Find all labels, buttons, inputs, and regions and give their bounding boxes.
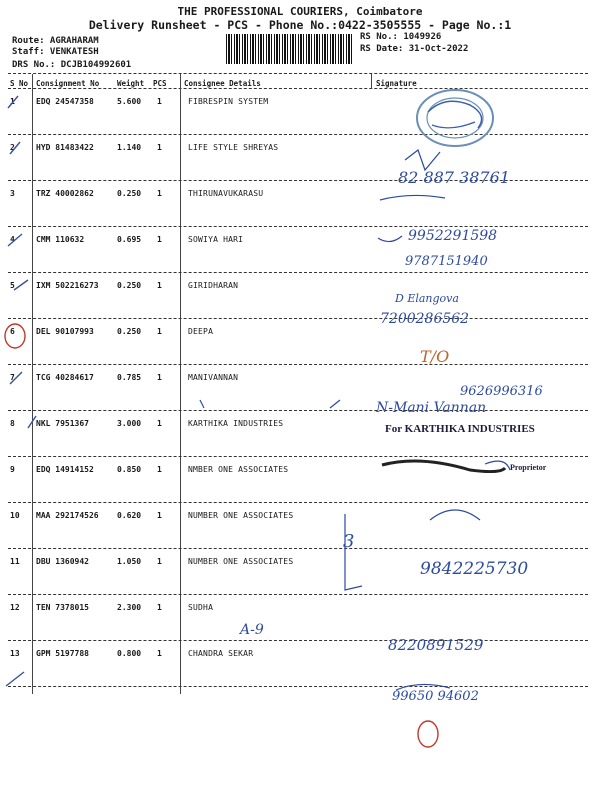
row-pcs: 1 [157,373,162,382]
row-pcs: 1 [157,511,162,520]
row-consignee: SOWIYA HARI [188,235,244,244]
col-consignee-details: Consignee Details [184,79,261,88]
row-consignment-no: EDQ 24547358 [36,97,94,106]
row-sno: 3 [10,189,15,198]
row-weight: 5.600 [117,97,142,106]
phone-row5: 7200286562 [380,311,470,327]
phone-row3: 9952291598 [408,228,498,244]
row-sno: 2 [10,143,15,152]
row-consignee: NUMBER ONE ASSOCIATES [188,557,294,566]
row-consignment-no: DEL 90107993 [36,327,94,336]
row-sno: 6 [10,327,15,336]
rs-number: RS No.: 1049926 [360,32,442,42]
row-pcs: 1 [157,143,162,152]
row-consignment-no: IXM 502216273 [36,281,99,290]
col-sno: S No [10,79,29,88]
row-consignee: LIFE STYLE SHREYAS [188,143,279,152]
row-pcs: 1 [157,235,162,244]
row-weight: 0.250 [117,281,142,290]
row-consignee: MANIVANNAN [188,373,239,382]
row-sno: 7 [10,373,15,382]
phone-row7: 9626996316 [460,384,543,399]
rs-date: RS Date: 31-Oct-2022 [360,44,469,54]
row-weight: 0.695 [117,235,142,244]
proprietor-stamp: Proprietor [510,463,547,472]
col-pcs: PCS [153,79,167,88]
row-weight: 2.300 [117,603,142,612]
row-consignee: GIRIDHARAN [188,281,239,290]
bracket-note: 3 [343,531,355,552]
row-consignment-no: CMM 110632 [36,235,85,244]
row-sno: 12 [10,603,20,612]
company-title: THE PROFESSIONAL COURIERS, Coimbatore [177,5,423,18]
row-sno: 5 [10,281,15,290]
row-pcs: 1 [157,97,162,106]
row-weight: 1.050 [117,557,142,566]
col-signature: Signature [376,79,417,88]
row-weight: 0.800 [117,649,142,658]
row-consignee: CHANDRA SEKAR [188,649,254,658]
runsheet-subtitle: Delivery Runsheet - PCS - Phone No.:0422-3505555 - Page No.:1 [88,18,512,32]
col-consignment: Consignment No [36,79,100,88]
signature-row12: A-9 [240,622,264,638]
row-weight: 0.250 [117,189,142,198]
row-weight: 0.620 [117,511,142,520]
row-pcs: 1 [157,557,162,566]
row-weight: 0.250 [117,327,142,336]
phone-row13: 99650 94602 [392,689,479,704]
row-consignee: NMBER ONE ASSOCIATES [188,465,289,474]
drs-number: DRS No.: DCJB104992601 [12,60,132,70]
col-weight: Weight [117,79,145,88]
row-weight: 1.140 [117,143,142,152]
row-consignment-no: DBU 1360942 [36,557,89,566]
row-pcs: 1 [157,189,162,198]
row-consignment-no: EDQ 14914152 [36,465,94,474]
row-pcs: 1 [157,603,162,612]
row-consignee: FIBRESPIN SYSTEM [188,97,269,106]
phone-row2: 82 887 38761 [398,168,510,187]
row-sno: 10 [10,511,20,520]
phone-row12: 8220891529 [388,636,484,654]
row-consignment-no: GPM 5197788 [36,649,89,658]
row-pcs: 1 [157,281,162,290]
row-consignment-no: HYD 81483422 [36,143,94,152]
row-sno: 4 [10,235,15,244]
row-consignment-no: TCG 40284617 [36,373,94,382]
row-pcs: 1 [157,327,162,336]
row-sno: 8 [10,419,15,428]
row-pcs: 1 [157,465,162,474]
row-weight: 0.785 [117,373,142,382]
row-sno: 1 [10,97,15,106]
row-consignment-no: TEN 7378015 [36,603,89,612]
row-sno: 9 [10,465,15,474]
row-consignee: KARTHIKA INDUSTRIES [188,419,284,428]
row-pcs: 1 [157,649,162,658]
phone-row11: 9842225730 [420,559,529,579]
row-consignee: SUDHA [188,603,214,612]
row-consignment-no: NKL 7951367 [36,419,89,428]
route-label: Route: AGRAHARAM [12,36,99,46]
row-consignment-no: MAA 292174526 [36,511,99,520]
signature-row5: D Elangova [395,292,459,305]
row-consignment-no: TRZ 40002862 [36,189,94,198]
row-consignee: NUMBER ONE ASSOCIATES [188,511,294,520]
staff-label: Staff: VENKATESH [12,47,99,57]
row-weight: 3.000 [117,419,142,428]
signature-row7: N-Mani Vannan [376,400,487,416]
row-sno: 11 [10,557,20,566]
row-pcs: 1 [157,419,162,428]
row-consignee: DEEPA [188,327,214,336]
row-weight: 0.850 [117,465,142,474]
phone-row4: 9787151940 [405,254,488,269]
note-row6: T/O [420,347,450,366]
row-consignee: THIRUNAVUKARASU [188,189,264,198]
row-sno: 13 [10,649,20,658]
company-stamp: For KARTHIKA INDUSTRIES [385,423,535,435]
